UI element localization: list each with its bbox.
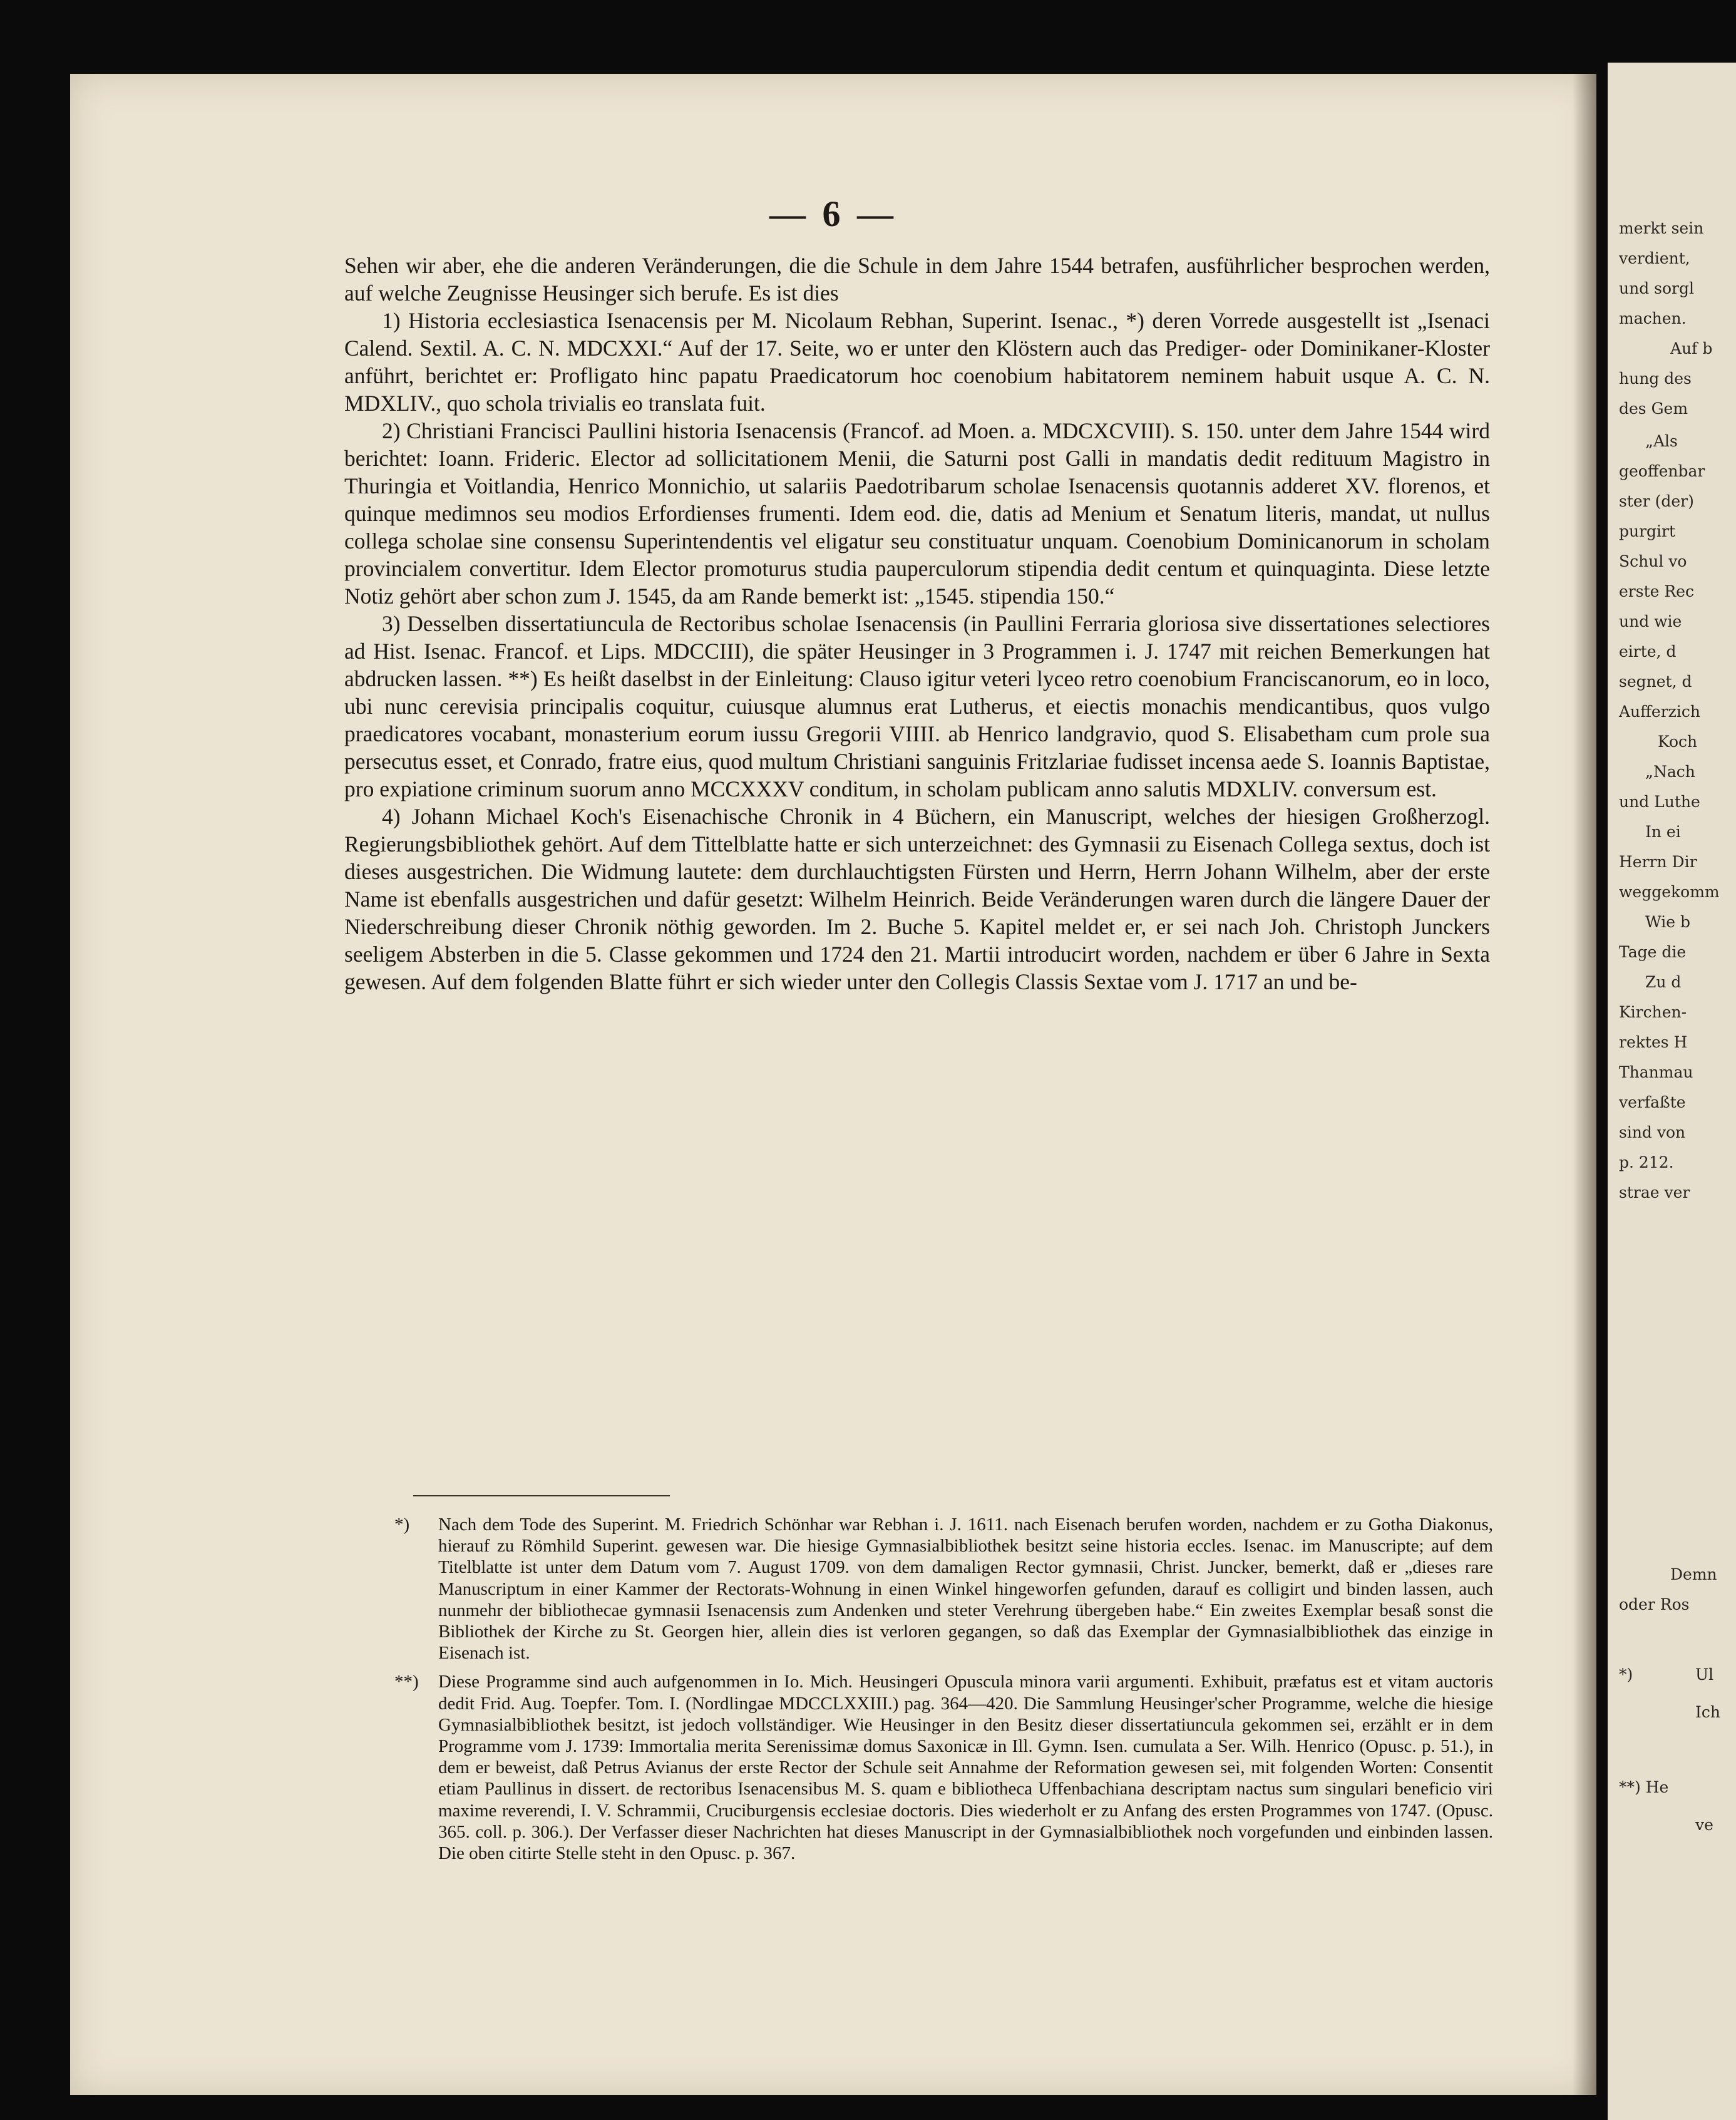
adjacent-fragment: *): [1619, 1665, 1633, 1684]
footnote-2: [382, 1671, 1493, 1864]
footnotes: [382, 1514, 1493, 1871]
adjacent-fragment: Wie b: [1645, 913, 1690, 931]
adjacent-fragment: Koch: [1658, 733, 1698, 751]
adjacent-fragment: merkt sein: [1619, 219, 1704, 237]
footnote-text: Diese Programme sind auch aufgenommen in Io. Mich. Heusingeri Opuscula minora varii argumenti. Exhibuit, præfatus est et vitam auctoris dedit Frid. Aug. Toepfer. Tom. I. (Nordlingae MDCCLXXIII.) pag. 364—420. Die Sammlung Heusinger'scher Programme, welche die hiesige Gymnasialbibliothek besitzt, ist jedoch vollständiger. Wie Heusinger in den Besitz dieser dissertatiuncula gekommen sei, erzählt er in dem Programme vom J. 1739: Immortalia merita Serenissimæ domus Saxonicæ in Ill. Gymn. Isen. cumulata a Ser. Wilh. Henrico (Opusc. p. 51.), in dem er beweist, daß Petrus Avianus der erste Rector der Schule seit Annahme der Reformation gewesen sei, mit folgenden Worten: Consentit etiam Paullinus in dissert. de rectoribus Isenacensibus M. S. quam e bibliotheca Uffenbachiana descriptam nactus sum singulari beneficio viri maxime reverendi, I. V. Schrammii, Cruciburgensis ecclesiae doctoris. Dies wiederholt er zu Anfang des ersten Programmes von 1747. (Opusc. 365. coll. p. 306.). Der Verfasser dieser Nachrichten hat dieses Manuscript in der Gymnasialbibliothek noch vorgefunden und einbinden lassen. Die oben citirte Stelle steht in den Opusc. p. 367.: [438, 1672, 1493, 1864]
footnote-mark: *): [394, 1515, 410, 1535]
adjacent-fragment: In ei: [1645, 823, 1681, 841]
adjacent-fragment: Tage die: [1619, 943, 1687, 961]
gutter-shadow: [1573, 74, 1596, 2095]
page-number: — 6 —: [769, 193, 897, 234]
adjacent-fragment: und Luthe: [1619, 793, 1700, 811]
adjacent-fragment: p. 212.: [1619, 1153, 1674, 1171]
book-page: [70, 74, 1596, 2095]
footnote-text: Nach dem Tode des Superint. M. Friedrich Schönhar war Rebhan i. J. 1611. nach Eisenach berufen worden, nachdem er zu Gotha Diakonus, hierauf zu Römhild Superint. gewesen war. Die hiesige Gymnasialbibliothek besitzt seine historia eccles. Isenac. im Manuscripte; auf dem Titelblatte ist unter dem Datum vom 7. August 1709. von dem damaligen Rector gymnasii, Christ. Juncker, bemerkt, daß er „dieses rare Manuscriptum in einer Kammer der Rectorats-Wohnung in einen Winkel hingeworfen gefunden, darauf es colligirt und binden lassen, auch nunmehr der bibliothecae gymnasii Isenacensis zum Andenken und steter Verehrung übergeben habe.“ Ein zweites Exemplar besaß sonst die Bibliothek der Kirche zu St. Georgen hier, allein dies ist verloren gegangen, so daß das Exemplar der Gymnasialbibliothek das einzige in Eisenach ist.: [438, 1515, 1493, 1664]
adjacent-fragment: Demn: [1670, 1565, 1717, 1583]
adjacent-fragment: Herrn Dir: [1619, 853, 1697, 871]
adjacent-fragment: machen.: [1619, 309, 1687, 327]
paragraph-item-2: 2) Christiani Francisci Paullini historia Isenacensis (Francof. ad Moen. a. MDCXCVIII). S. 150. unter dem Jahre 1544 wird berichtet: Ioann. Frideric. Elector ad sollicitationem Menii, die Saturni post Galli in mandatis dedit redituum Magistro in Thuringia et Voitlandia, Henrico Monnichio, ut salariis Paedotribarum scholae Isenacensis quotannis adderet XV. florenos, et quinque medimnos seu modios Erfordienses frumenti. Idem eod. die, datis ad Menium et Senatum literis, mandat, ut nullus collega scholae sine consensu Superintendentis vel eligatur seu constituatur unquam. Coenobium Dominicanorum in scholam provincialem convertitur. Idem Elector promoturus studia pauperculorum stipendia dedit centum et quinquaginta. Diese letzte Notiz gehört aber schon zum J. 1545, da am Rande bemerkt ist: „1545. stipendia 150.“: [344, 418, 1490, 609]
adjacent-fragment: weggekomm: [1619, 883, 1720, 901]
footnote-1: [382, 1514, 1493, 1664]
adjacent-fragment: Zu d: [1645, 973, 1682, 991]
adjacent-fragment: verdient,: [1619, 249, 1690, 267]
adjacent-fragment: „Als: [1645, 432, 1678, 450]
adjacent-fragment: geoffenbar: [1619, 462, 1705, 480]
paragraph-item-4: 4) Johann Michael Koch's Eisenachische Chronik in 4 Büchern, ein Manuscript, welches der hiesigen Großherzogl. Regierungsbibliothek gehört. Auf dem Tittelblatte hatte er sich unterzeichnet: des Gymnasii zu Eisenach Collega sextus, doch ist dieses ausgestrichen. Die Widmung lautete: dem durchlauchtigsten Fürsten und Herrn, Herrn Johann Wilhelm, aber der erste Name ist ebenfalls ausgestrichen und dafür gesetzt: Wilhelm Heinrich. Beide Veränderungen waren durch die längere Dauer der Niederschreibung dieser Chronik nöthig geworden. Im 2. Buche 5. Kapitel meldet er, er sei nach Joh. Christoph Junckers seeligem Absterben in die 5. Classe gekommen und 1724 den 21. Martii introducirt worden, nachdem er über 6 Jahre in Sexta gewesen. Auf dem folgenden Blatte führt er sich wieder unter den Collegis Classis Sextae vom J. 1717 an und be-: [344, 804, 1490, 994]
adjacent-fragment: ve: [1695, 1816, 1713, 1834]
paragraph-item-1: 1) Historia ecclesiastica Isenacensis per M. Nicolaum Rebhan, Superint. Isenac., *) deren Vorrede ausgestellt ist „Isenaci Calend. Sextil. A. C. N. MDCXXI.“ Auf der 17. Seite, wo er unter den Klöstern auch das Prediger- oder Dominikaner-Kloster anführt, berichtet er: Profligato hinc papatu Praedicatorum hoc coenobium habitatorem neminem habuit usque A. C. N. MDXLIV., quo schola trivialis eo translata fuit.: [344, 308, 1490, 416]
adjacent-fragment: sind von: [1619, 1123, 1686, 1141]
adjacent-fragment: rektes H: [1619, 1033, 1688, 1051]
adjacent-fragment: Schul vo: [1619, 552, 1687, 570]
adjacent-fragment: und wie: [1619, 612, 1682, 630]
adjacent-fragment: Aufferzich: [1619, 702, 1700, 721]
adjacent-fragment: eirte, d: [1619, 642, 1677, 661]
adjacent-fragment: Ich: [1695, 1703, 1720, 1721]
adjacent-fragment: Thanmau: [1619, 1063, 1693, 1081]
adjacent-fragment: Kirchen-: [1619, 1003, 1687, 1021]
adjacent-fragment: purgirt: [1619, 522, 1676, 540]
main-text: [344, 252, 1490, 996]
adjacent-fragment: segnet, d: [1619, 672, 1692, 691]
adjacent-fragment: verfaßte: [1619, 1093, 1686, 1111]
adjacent-fragment: „Nach: [1645, 763, 1695, 781]
footnote-mark: **): [394, 1672, 419, 1692]
adjacent-fragment: Auf b: [1670, 339, 1713, 358]
adjacent-fragment: Ul: [1695, 1665, 1714, 1684]
adjacent-page: [1608, 63, 1736, 2120]
adjacent-fragment: strae ver: [1619, 1183, 1690, 1202]
adjacent-fragment: erste Rec: [1619, 582, 1694, 600]
paragraph-item-3: 3) Desselben dissertatiuncula de Rectoribus scholae Isenacensis (in Paullini Ferraria gloriosa sive dissertationes selectiores ad Hist. Isenac. Francof. et Lips. MDCCIII), die später Heusinger in 3 Programmen i. J. 1747 mit reichen Bemerkungen hat abdrucken lassen. **) Es heißt daselbst in der Einleitung: Clauso igitur veteri lyceo retro coenobium Franciscanorum, eo in loco, ubi nunc cerevisia principalis coquitur, cuiusque alumnus erat Lutherus, et eiectis monachis mendicantibus, quos vulgo praedicatores vocabant, monasterium eorum iussu Gregorii VIIII. ab Henrico landgravio, quod S. Elisabetham cum prole sua persecutus esset, et Conrado, fratre eius, quod multum Christiani sanguinis Fritzlariae fudisset incensa aede S. Ioannis Baptistae, pro expiatione criminum suorum anno MCCXXXV conditum, in scholam publicam anno salutis MDXLIV. conversum est.: [344, 611, 1490, 801]
adjacent-fragment: des Gem: [1619, 399, 1688, 418]
adjacent-fragment: hung des: [1619, 369, 1692, 388]
adjacent-fragment: **) He: [1619, 1778, 1669, 1796]
adjacent-fragment: und sorgl: [1619, 279, 1694, 297]
adjacent-fragment: ster (der): [1619, 492, 1694, 510]
paragraph-intro: Sehen wir aber, ehe die anderen Veränderungen, die die Schule in dem Jahre 1544 betrafen, ausführlicher besprochen werden, auf welche Zeugnisse Heusinger sich berufe. Es ist dies: [344, 253, 1490, 306]
adjacent-fragment: oder Ros: [1619, 1595, 1690, 1613]
footnote-rule: [413, 1495, 670, 1496]
